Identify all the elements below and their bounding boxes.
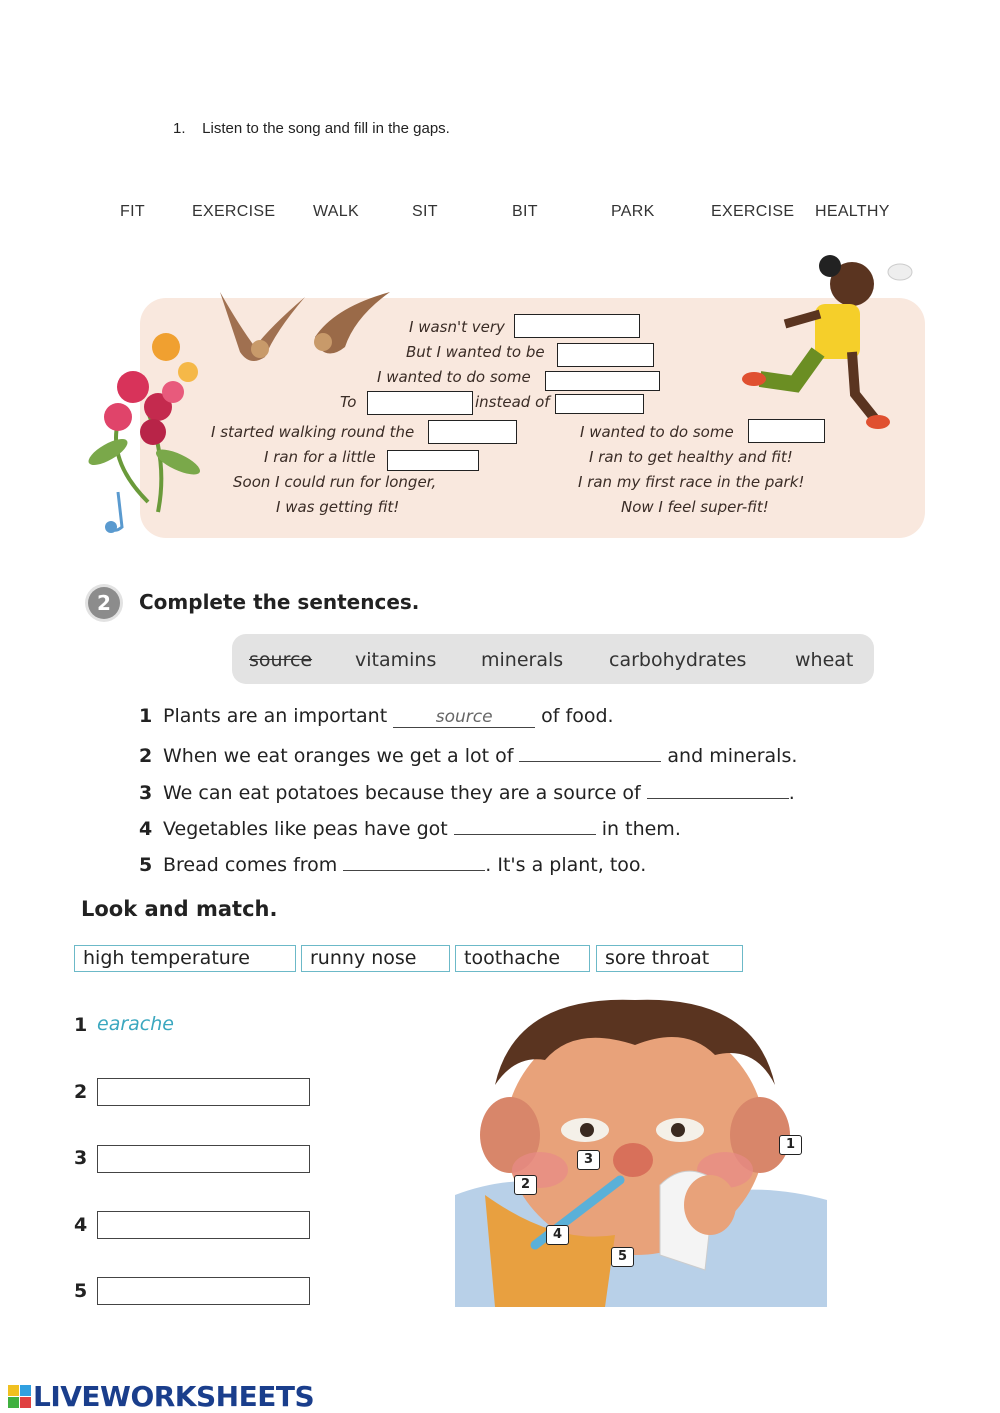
song-gap-3[interactable] bbox=[545, 371, 660, 391]
word-bank-item: SIT bbox=[412, 203, 438, 220]
liveworksheets-logo: LIVEWORKSHEETS bbox=[33, 1380, 315, 1413]
word-bank-item: EXERCISE bbox=[192, 203, 276, 220]
picture-label: 3 bbox=[577, 1150, 600, 1170]
word-bank-item: FIT bbox=[120, 203, 145, 220]
item-number: 1 bbox=[74, 1014, 88, 1036]
song-gap-2[interactable] bbox=[557, 343, 654, 367]
song-line: I wanted to do some bbox=[580, 423, 734, 441]
picture-label: 1 bbox=[779, 1135, 802, 1155]
sentence-5: 5 Bread comes from . It's a plant, too. bbox=[139, 850, 646, 876]
song-line: I ran for a little bbox=[264, 448, 376, 466]
picture-label: 5 bbox=[611, 1247, 634, 1267]
song-line: But I wanted to be bbox=[406, 343, 545, 361]
word-bank-item: BIT bbox=[512, 203, 538, 220]
flowers-illustration bbox=[78, 312, 208, 542]
answer-box-5[interactable] bbox=[97, 1277, 310, 1305]
match-chip: toothache bbox=[455, 945, 590, 972]
song-line: instead of bbox=[475, 393, 550, 411]
match-chip: sore throat bbox=[596, 945, 743, 972]
match-chip: high temperature bbox=[74, 945, 296, 972]
word-bank-item: WALK bbox=[313, 203, 359, 220]
running-girl-illustration bbox=[740, 244, 920, 434]
birds-illustration bbox=[215, 287, 395, 377]
instruction: 1. Listen to the song and fill in the gaps. bbox=[173, 120, 450, 137]
song-line: I wasn't very bbox=[409, 318, 505, 336]
sentence-blank: source bbox=[393, 707, 535, 728]
exercise-2-title: Complete the sentences. bbox=[139, 590, 420, 614]
song-line: Now I feel super-fit! bbox=[621, 498, 769, 516]
word-bank-item: PARK bbox=[611, 203, 655, 220]
liveworksheets-logo-icon bbox=[8, 1385, 32, 1409]
answer-box-3[interactable] bbox=[97, 1145, 310, 1173]
word-box-item: wheat bbox=[795, 649, 854, 671]
item-number: 2 bbox=[74, 1081, 88, 1103]
picture-label: 4 bbox=[546, 1225, 569, 1245]
sick-boy-illustration bbox=[455, 985, 827, 1307]
sentence-1: 1 Plants are an important source of food. bbox=[139, 705, 614, 727]
sentence-2: 2 When we eat oranges we get a lot of and minerals. bbox=[139, 741, 797, 767]
match-chip: runny nose bbox=[301, 945, 450, 972]
word-box-item: minerals bbox=[481, 649, 564, 671]
song-gap-4[interactable] bbox=[367, 391, 473, 415]
answer-box-4[interactable] bbox=[97, 1211, 310, 1239]
example-answer: earache bbox=[97, 1013, 174, 1035]
word-box bbox=[232, 634, 874, 684]
word-box-item: source bbox=[249, 649, 313, 671]
song-gap-1[interactable] bbox=[514, 314, 640, 338]
exercise-number-badge: 2 bbox=[88, 587, 120, 619]
sentence-blank[interactable] bbox=[519, 741, 661, 762]
song-line: Soon I could run for longer, bbox=[233, 473, 437, 491]
song-gap-7[interactable] bbox=[387, 450, 479, 471]
song-gap-6[interactable] bbox=[428, 420, 517, 444]
sentence-4: 4 Vegetables like peas have got in them. bbox=[139, 814, 681, 840]
word-bank-item: EXERCISE bbox=[711, 203, 795, 220]
song-line: I was getting fit! bbox=[276, 498, 400, 516]
song-line: I started walking round the bbox=[211, 423, 415, 441]
sentence-3: 3 We can eat potatoes because they are a source of . bbox=[139, 778, 795, 804]
item-number: 5 bbox=[74, 1280, 88, 1302]
song-gap-5[interactable] bbox=[555, 394, 644, 414]
item-number: 4 bbox=[74, 1214, 88, 1236]
answer-box-2[interactable] bbox=[97, 1078, 310, 1106]
song-line: To bbox=[340, 393, 357, 411]
song-gap-8[interactable] bbox=[748, 419, 825, 443]
word-bank-item: HEALTHY bbox=[815, 203, 890, 220]
word-box-item: vitamins bbox=[355, 649, 437, 671]
sentence-blank[interactable] bbox=[454, 814, 596, 835]
item-number: 3 bbox=[74, 1147, 88, 1169]
song-line: I ran to get healthy and fit! bbox=[589, 448, 793, 466]
song-line: I wanted to do some bbox=[377, 368, 531, 386]
picture-label: 2 bbox=[514, 1175, 537, 1195]
song-line: I ran my first race in the park! bbox=[578, 473, 805, 491]
sentence-blank[interactable] bbox=[647, 778, 789, 799]
word-box-item: carbohydrates bbox=[609, 649, 747, 671]
exercise-3-title: Look and match. bbox=[81, 897, 278, 921]
sentence-blank[interactable] bbox=[343, 850, 485, 871]
